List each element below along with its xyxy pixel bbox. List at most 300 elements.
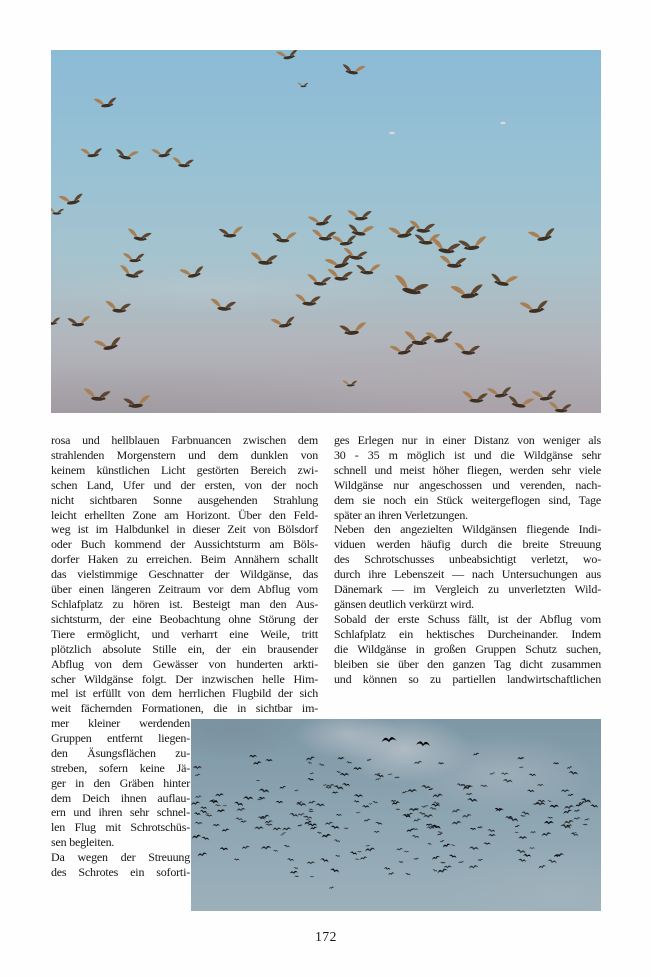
- goose-icon: [342, 380, 357, 386]
- bird-icon: [461, 813, 472, 819]
- bird-icon: [514, 832, 518, 834]
- bird-icon: [240, 820, 247, 823]
- text-line: gänsen deutlich verkürzt wird.: [334, 596, 474, 611]
- bird-icon: [391, 801, 400, 806]
- bird-icon: [443, 865, 451, 868]
- goose-icon: [151, 147, 173, 158]
- text-line: Sobald der erste Schuss fällt, ist der Abflug vom: [334, 611, 601, 626]
- bird-icon: [194, 812, 201, 816]
- left-column-narrow-text: [51, 716, 190, 880]
- goose-flock-illustration: [191, 719, 601, 911]
- goose-icon: [58, 193, 83, 206]
- text-line: scher Wildgänse folgt. Der inzwischen helle Him-: [51, 671, 318, 686]
- bird-icon: [332, 792, 339, 794]
- bird-icon: [356, 812, 361, 814]
- page-number: 172: [315, 929, 337, 944]
- bird-icon: [518, 858, 527, 862]
- goose-icon: [487, 386, 512, 398]
- goose-icon: [80, 148, 102, 158]
- bird-icon: [308, 800, 316, 804]
- bird-icon: [222, 805, 227, 807]
- bird-icon: [310, 876, 315, 878]
- bird-icon: [233, 858, 239, 861]
- text-line: Schlafplatz ein hektisches Durcheinander. Indem: [334, 626, 601, 641]
- text-line: dem Deich ihnen auflau-: [51, 790, 190, 805]
- text-line: viduen werden häufig durch die breite Streuung: [334, 537, 601, 552]
- bird-icon: [538, 865, 546, 870]
- bird-icon: [413, 858, 419, 861]
- bird-icon: [478, 859, 483, 862]
- bird-icon: [216, 809, 225, 813]
- bird-icon: [235, 817, 243, 821]
- text-line: durch ihre Lebenszeit — nach Untersuchungen aus: [334, 567, 601, 582]
- text-line: Da wegen der Streuung: [51, 850, 190, 865]
- bird-icon: [329, 886, 335, 889]
- bird-icon: [516, 849, 527, 855]
- goose-icon: [123, 395, 151, 409]
- bird-icon: [195, 795, 203, 799]
- bird-icon: [254, 826, 264, 829]
- goose-icon: [332, 235, 357, 247]
- goose-icon: [458, 236, 488, 252]
- bird-icon: [391, 800, 397, 802]
- bird-icon: [469, 846, 480, 851]
- bird-icon: [537, 784, 544, 786]
- goose-icon: [94, 336, 123, 352]
- text-line: ern und ihren sehr schnel-: [51, 805, 190, 820]
- bird-icon: [307, 861, 316, 864]
- distant-bird-icon: [500, 122, 505, 124]
- bird-icon: [357, 851, 362, 853]
- bird-icon: [215, 804, 222, 807]
- bird-icon: [564, 805, 575, 811]
- bird-icon: [396, 809, 401, 811]
- bird-icon: [279, 785, 287, 789]
- bird-icon: [501, 772, 509, 775]
- bird-icon: [304, 815, 313, 820]
- bird-icon: [289, 812, 299, 818]
- bird-icon: [432, 793, 443, 798]
- goose-icon: [490, 273, 518, 288]
- bird-icon: [465, 793, 472, 796]
- bird-icon: [388, 773, 393, 776]
- goose-icon: [327, 269, 353, 282]
- bird-icon: [336, 771, 341, 774]
- bird-icon: [578, 801, 586, 806]
- bird-icon: [234, 801, 244, 807]
- bird-icon: [473, 752, 480, 756]
- goose-icon: [389, 343, 414, 356]
- bird-icon: [364, 847, 375, 852]
- bird-icon: [191, 834, 201, 839]
- bird-icon: [350, 851, 358, 856]
- text-line: des Schrotes ein soforti-: [51, 865, 190, 880]
- goose-icon: [83, 388, 111, 401]
- bird-icon: [402, 790, 408, 794]
- goose-icon: [454, 343, 481, 356]
- text-line: Schlafplatz zu hören ist. Besteigt man den Aus-: [51, 596, 318, 611]
- bird-icon: [423, 814, 433, 818]
- goose-icon: [532, 390, 557, 402]
- bird-icon: [280, 834, 284, 836]
- text-line: Neben den angezielten Wildgänsen fliegende Indi-: [334, 522, 601, 537]
- photo-geese-morning-sky: [51, 50, 601, 413]
- text-line: Wildgänse nur angeschossen und verenden, nach-: [334, 477, 601, 492]
- text-line: sen begleiten.: [51, 835, 115, 850]
- goose-icon: [67, 316, 91, 327]
- bird-icon: [477, 826, 483, 829]
- bird-icon: [530, 831, 536, 833]
- left-column-text: [51, 433, 318, 716]
- bird-icon: [467, 798, 478, 803]
- bird-icon: [366, 845, 371, 847]
- bird-icon: [272, 827, 281, 830]
- bird-icon: [437, 868, 448, 874]
- bird-icon: [547, 817, 553, 820]
- bird-icon: [297, 824, 302, 827]
- bird-icon: [293, 867, 298, 870]
- bird-icon: [574, 809, 581, 812]
- bird-icon: [306, 819, 311, 822]
- text-line: ges Erlegen nur in einer Distanz von weniger als: [334, 433, 601, 447]
- bird-icon: [200, 810, 208, 815]
- bird-icon: [336, 814, 342, 816]
- bird-icon: [354, 794, 364, 798]
- bird-icon: [333, 784, 344, 790]
- bird-icon: [368, 803, 372, 805]
- text-line: Dänemark — im Vergleich zu unverletzten Wild-: [334, 582, 601, 597]
- bird-icon: [258, 788, 269, 794]
- bird-icon: [305, 756, 315, 762]
- bird-icon: [200, 806, 207, 809]
- bird-icon: [353, 800, 359, 803]
- bird-icon: [470, 828, 477, 830]
- goose-icon: [462, 391, 488, 403]
- bird-icon: [561, 789, 570, 792]
- goose-icon: [51, 207, 64, 215]
- bird-icon: [568, 771, 578, 776]
- bird-icon: [584, 818, 590, 821]
- bird-icon: [309, 772, 314, 774]
- goose-icon: [311, 230, 336, 242]
- bird-icon: [366, 758, 371, 761]
- goose-icon: [210, 299, 237, 312]
- bird-icon: [480, 785, 488, 788]
- bird-icon: [287, 858, 295, 862]
- text-line: und können so zu partiellen landwirtschaftlichen: [334, 671, 601, 686]
- bird-icon: [191, 801, 200, 806]
- text-line: das vielstimmige Geschnatter der Wildgänse, das: [51, 567, 318, 582]
- text-line: keinem künstlichen Licht gestörten Bereich zwi-: [51, 462, 318, 477]
- bird-icon: [219, 847, 228, 851]
- goose-icon: [450, 284, 483, 300]
- bird-icon: [261, 846, 272, 850]
- bird-icon: [297, 813, 305, 817]
- bird-icon: [265, 823, 273, 826]
- bird-icon: [520, 815, 526, 818]
- bird-icon: [324, 821, 333, 826]
- bird-icon: [256, 780, 260, 782]
- text-line: die Wildgänse in großen Gruppen Schutz suchen,: [334, 641, 601, 656]
- goose-icon: [123, 253, 145, 262]
- bird-icon: [528, 773, 536, 776]
- bird-icon: [342, 783, 350, 787]
- bird-icon: [416, 741, 430, 747]
- bird-icon: [193, 766, 202, 769]
- bird-icon: [431, 855, 440, 860]
- bird-icon: [212, 824, 220, 827]
- text-line: ger in den Gräben hinter: [51, 775, 190, 790]
- bird-icon: [549, 805, 559, 808]
- text-line: bleiben sie über den ganzen Tag dicht zusammen: [334, 656, 601, 671]
- bird-icon: [265, 759, 272, 762]
- bird-icon: [257, 816, 265, 821]
- bird-icon: [413, 818, 422, 823]
- text-line: nicht sichtbaren Sonne ausgehenden Strahlung: [51, 492, 318, 507]
- bird-icon: [243, 796, 254, 800]
- goose-icon: [339, 322, 367, 336]
- bird-icon: [308, 811, 314, 813]
- bird-icon: [373, 831, 380, 833]
- text-line: des Schrotschusses unbeabsichtigt verletzt, wo-: [334, 552, 601, 567]
- goose-icon: [347, 210, 371, 220]
- bird-icon: [483, 842, 491, 845]
- bird-icon: [360, 856, 368, 861]
- bird-icon: [372, 801, 378, 805]
- goose-icon: [347, 224, 374, 237]
- goose-icon: [94, 97, 118, 108]
- bird-icon: [403, 851, 409, 853]
- bird-icon: [432, 869, 438, 873]
- text-line: dem sie noch ein Stück weitergeflogen sind, Tage: [334, 492, 601, 507]
- text-line: oder Buch kommend der Aussichtsturm am Böls-: [51, 537, 318, 552]
- bird-icon: [438, 762, 445, 764]
- goose-icon: [270, 316, 295, 329]
- text-line: sichtsturm, der eine Beobachtung ohne Störung der: [51, 611, 318, 626]
- bird-icon: [309, 809, 313, 811]
- bird-icon: [273, 849, 278, 852]
- bird-icon: [236, 807, 246, 811]
- goose-icon: [297, 83, 308, 87]
- bird-icon: [355, 858, 360, 860]
- bird-icon: [489, 772, 496, 776]
- bird-icon: [523, 854, 532, 858]
- bird-icon: [553, 762, 560, 765]
- bird-icon: [194, 773, 200, 777]
- bird-icon: [527, 789, 535, 793]
- bird-icon: [440, 862, 446, 864]
- bird-icon: [394, 777, 400, 779]
- bird-icon: [468, 865, 478, 870]
- text-line: Tiere ermöglicht, und verharrt eine Weile, tritt: [51, 626, 318, 641]
- bird-icon: [310, 826, 318, 830]
- goose-icon: [306, 274, 331, 287]
- bird-icon: [398, 861, 403, 863]
- bird-icon: [282, 827, 291, 831]
- text-line: weit fächernden Formationen, die in sichtbar im-: [51, 701, 318, 716]
- bird-icon: [296, 802, 307, 806]
- goose-icon: [342, 64, 366, 76]
- bird-icon: [488, 834, 496, 837]
- bird-icon: [407, 789, 417, 793]
- bird-icon: [406, 828, 414, 833]
- bird-icon: [427, 843, 432, 846]
- text-line: den Äsungsflächen zu-: [51, 745, 190, 760]
- text-line: streben, sofern keine Jä-: [51, 760, 190, 775]
- text-line: strahlenden Morgenstern und dem dunklen von: [51, 447, 318, 462]
- goose-icon: [118, 265, 144, 280]
- text-line: rosa und hellblauen Farbnuancen zwischen dem: [51, 433, 318, 447]
- bird-icon: [264, 820, 273, 825]
- goose-icon: [295, 294, 321, 306]
- bird-icon: [375, 821, 383, 825]
- bird-icon: [547, 859, 557, 865]
- bird-icon: [241, 845, 250, 850]
- goose-icon: [51, 317, 60, 325]
- text-line: dorfer Haken zu erreichen. Beim Annähern schallt: [51, 552, 318, 567]
- goose-icon: [548, 402, 572, 413]
- bird-icon: [451, 844, 456, 847]
- bird-icon: [439, 840, 445, 843]
- goose-icon: [507, 395, 534, 409]
- text-line: später an ihren Verletzungen.: [334, 507, 468, 522]
- bird-icon: [411, 834, 419, 839]
- photo-goose-flock: [191, 719, 601, 911]
- goose-icon: [179, 265, 205, 279]
- bird-icon: [590, 804, 598, 808]
- bird-icon: [563, 819, 574, 824]
- text-line: len Flug mit Schrotschüs-: [51, 820, 190, 835]
- goose-icon: [276, 50, 299, 61]
- bird-icon: [283, 844, 290, 848]
- bird-icon: [458, 861, 464, 864]
- bird-icon: [566, 766, 572, 770]
- goose-icon: [172, 157, 194, 168]
- bird-icon: [335, 855, 340, 857]
- bird-icon: [197, 852, 208, 857]
- bird-icon: [330, 825, 340, 830]
- bird-icon: [340, 773, 350, 777]
- goose-icon: [388, 225, 416, 238]
- goose-icon: [105, 301, 131, 314]
- text-line: leicht erhellten Zone am Horizont. Über den Feld-: [51, 507, 318, 522]
- goose-icon: [250, 252, 278, 265]
- geese-flock-illustration: [51, 50, 601, 413]
- bird-icon: [363, 818, 371, 822]
- bird-icon: [567, 794, 574, 797]
- bird-icon: [321, 833, 332, 838]
- bird-icon: [375, 778, 381, 782]
- bird-icon: [560, 823, 571, 829]
- text-line: Gruppen entfernt liegen-: [51, 730, 190, 745]
- bird-icon: [487, 829, 495, 833]
- bird-icon: [330, 868, 340, 874]
- distant-bird-icon: [389, 132, 395, 135]
- bird-icon: [344, 828, 349, 830]
- bird-icon: [405, 872, 411, 876]
- bird-icon: [249, 755, 257, 758]
- bird-icon: [275, 801, 283, 804]
- bird-icon: [583, 824, 588, 826]
- text-line: 30 - 35 m möglich ist und die Wildgänse sehr: [334, 447, 601, 462]
- bird-icon: [362, 805, 370, 808]
- text-line: schnell und meist höher fliegen, werden sehr viele: [334, 462, 601, 477]
- bird-icon: [289, 871, 298, 875]
- bird-icon: [428, 788, 434, 791]
- text-line: Abflug von dem Gewässer von hunderten arkti-: [51, 656, 318, 671]
- bird-icon: [451, 808, 461, 813]
- goose-icon: [439, 256, 467, 269]
- bird-icon: [316, 803, 326, 807]
- text-line: schen Land, Ufer und der ersten, von der noch: [51, 477, 318, 492]
- bird-icon: [381, 737, 396, 743]
- bird-icon: [346, 761, 352, 764]
- bird-icon: [215, 793, 224, 797]
- bird-icon: [295, 876, 299, 878]
- text-line: mel ist erfüllt von dem herrlichen Flugbild der sich: [51, 686, 318, 701]
- text-line: mer kleiner werdenden: [51, 716, 190, 730]
- bird-icon: [541, 832, 552, 837]
- bird-icon: [384, 867, 391, 871]
- bird-icon: [517, 757, 524, 760]
- goose-icon: [519, 300, 548, 315]
- bird-icon: [413, 760, 422, 765]
- bird-icon: [519, 766, 524, 768]
- bird-icon: [442, 843, 451, 848]
- bird-icon: [563, 809, 573, 815]
- bird-icon: [282, 832, 287, 834]
- bird-icon: [449, 854, 457, 859]
- bird-icon: [396, 848, 403, 851]
- bird-icon: [388, 872, 395, 876]
- bird-icon: [451, 821, 461, 826]
- bird-icon: [544, 821, 554, 824]
- bird-icon: [307, 761, 312, 764]
- bird-icon: [308, 823, 318, 827]
- goose-icon: [356, 264, 380, 274]
- bird-icon: [353, 767, 362, 770]
- bird-icon: [518, 836, 527, 839]
- bird-icon: [307, 778, 314, 782]
- goose-icon: [392, 275, 430, 298]
- bird-icon: [502, 779, 513, 784]
- text-line: plötzlich absolute Stille ein, der ein brausender: [51, 641, 318, 656]
- bird-icon: [317, 831, 322, 834]
- bird-icon: [221, 828, 229, 833]
- goose-icon: [308, 214, 333, 227]
- goose-icon: [126, 228, 152, 242]
- bird-icon: [201, 836, 209, 841]
- text-line: weg ist im Halbdunkel in dieser Zeit von Bölsdorf: [51, 522, 318, 537]
- goose-icon: [115, 148, 139, 161]
- bird-icon: [253, 761, 262, 766]
- goose-icon: [272, 232, 296, 242]
- bird-icon: [206, 815, 213, 817]
- goose-icon: [528, 227, 557, 243]
- text-line: über einen längeren Zeitraum vor dem Abflug vom: [51, 582, 318, 597]
- goose-icon: [219, 226, 244, 238]
- bird-icon: [194, 822, 202, 825]
- bird-icon: [429, 807, 437, 811]
- bird-icon: [318, 763, 325, 767]
- bird-icon: [573, 817, 581, 821]
- goose-icon: [325, 254, 354, 271]
- bird-icon: [334, 839, 341, 843]
- bird-icon: [529, 847, 535, 849]
- bird-icon: [337, 757, 345, 760]
- goose-icon: [429, 238, 460, 255]
- right-column-text: [334, 433, 601, 686]
